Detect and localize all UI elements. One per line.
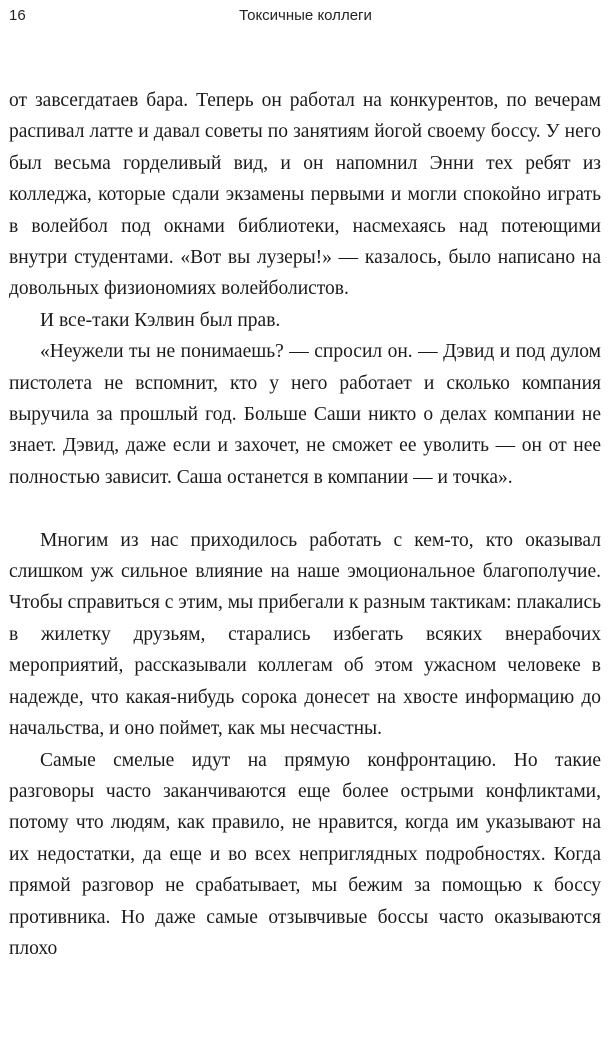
paragraph: «Неужели ты не понимаешь? — спросил он. — Дэвид и под дулом пистолета не вспомнит, кто у него работает и сколько компания выручила за прошлый год. Больше Саши никто о делах компании не знает. Дэвид, даже если и захочет, не сможет ее уволить — он от нее полностью зависит. Саша останется в компании — и точка». (9, 341, 601, 488)
running-title: Токсичные коллеги (239, 7, 372, 24)
paragraph: Самые смелые идут на прямую конфронтацию. Но такие разговоры часто заканчиваются еще более острыми конфликтами, потому что людям, как правило, не нравится, когда им указывают на их недостатки, да еще и во всех неприглядных подробностях. Когда прямой разговор не срабатывает, мы бежим за помощью к боссу противника. Но даже самые отзывчивые боссы часто оказываются плохо (9, 749, 601, 959)
paragraph: Многим из нас приходилось работать с кем-то, кто оказывал слишком уж сильное влияние на наше эмоциональное благополучие. Чтобы справиться с этим, мы прибегали к разным тактикам: плакались в жилетку друзьям, старались избегать всяких внерабочих мероприятий, рассказывали коллегам об этом ужасном человеке в надежде, что какая-нибудь сорока донесет на хвосте информацию до начальства, и оно поймет, как мы несчастны. (9, 529, 601, 740)
running-head (0, 4, 611, 28)
paragraph-continuation: от завсегдатаев бара. Теперь он работал на конкурентов, по вечерам распивал латте и давал советы по занятиям йогой своему боссу. У него был весьма горделивый вид, и он напомнил Энни тех ребят из колледжа, которые сдали экзамены первыми и могли спокойно играть в волейбол под окнами библиотеки, насмехаясь над потеющими внутри студентами. «Вот вы лузеры!» — казалось, было написано на довольных физиономиях волейболистов. (9, 90, 601, 300)
paragraph: И все-таки Кэлвин был прав. (40, 309, 281, 331)
page-number: 16 (9, 7, 26, 24)
body-text (9, 85, 601, 964)
